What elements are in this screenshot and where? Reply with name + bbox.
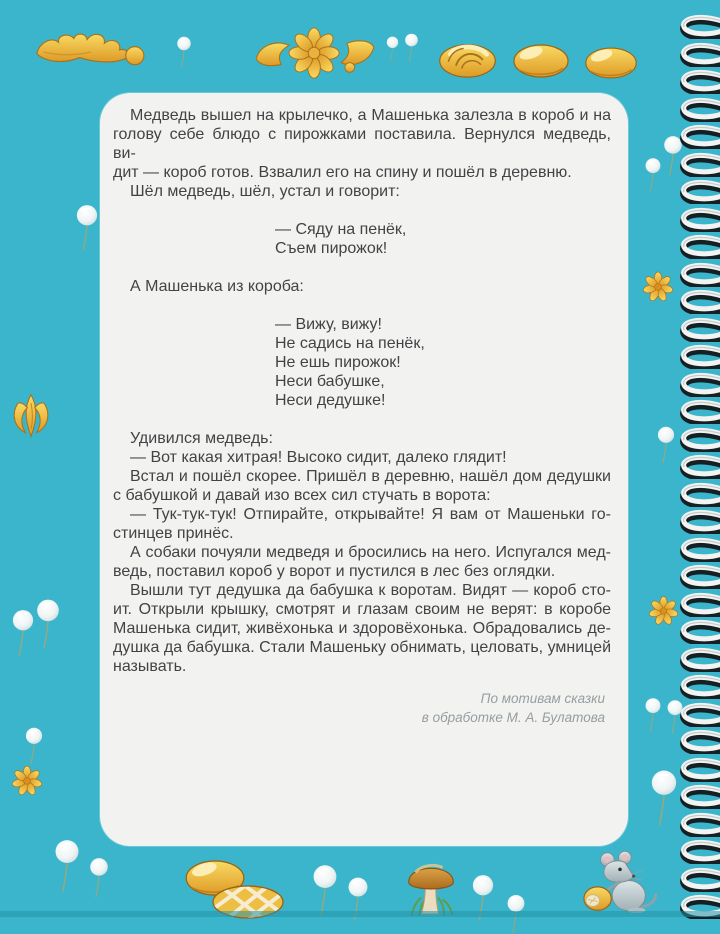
attribution-line: По мотивам сказки [480, 691, 605, 706]
story-line: душка да бабушка. Стали Машеньку обнимать, целовать, умницей [113, 639, 611, 656]
dandelion-icon [72, 204, 102, 252]
spiral-binding [670, 0, 720, 917]
bun-icon [583, 43, 639, 83]
dandelion-icon [86, 854, 112, 902]
tulip-ornament-icon [8, 392, 54, 442]
dandelion-icon [8, 608, 38, 658]
dandelion-icon [642, 696, 664, 734]
story-verse [275, 315, 611, 410]
dandelion-icon [402, 33, 421, 63]
story-line: Удивился медведь: [130, 430, 273, 447]
story-line: Вышли тут дедушка да бабушка к воротам. Видят — короб сто- [130, 582, 611, 599]
coil-icon [676, 508, 720, 534]
coil-icon [676, 206, 720, 232]
story-paragraph [113, 182, 611, 201]
coil-icon [676, 481, 720, 507]
coil-icon [676, 838, 720, 864]
story-attribution [113, 690, 611, 728]
story-verse [275, 220, 611, 258]
coil-icon [676, 343, 720, 369]
coil-icon [676, 701, 720, 727]
story-paragraph [113, 448, 611, 467]
story-line: стинцев принёс. [113, 525, 234, 542]
story-line: ит. Открыли крышку, смотрят и глазам своим не верят: в коробе [113, 601, 611, 618]
verse-line: Не садись на пенёк, [275, 335, 425, 352]
coil-icon [676, 68, 720, 94]
swirl-bun-icon [436, 37, 499, 81]
story-line: дит — короб готов. Взвалил его на спину и пошёл в деревню. [113, 164, 572, 181]
dandelion-icon [308, 864, 342, 918]
coil-icon [676, 866, 720, 892]
story-line: — Вот какая хитрая! Высоко сидит, далеко глядит! [130, 449, 507, 466]
story-line: Медведь вышел на крылечко, а Машенька залезла в короб и на [130, 107, 611, 124]
story-paragraph [113, 277, 611, 296]
coil-icon [676, 316, 720, 342]
dandelion-icon [174, 36, 194, 68]
story-paragraph [113, 429, 611, 448]
coil-icon [676, 13, 720, 39]
dandelion-icon [384, 36, 401, 63]
coil-icon [676, 783, 720, 809]
acanthus-flourish-icon [33, 29, 149, 69]
dandelion-icon [32, 598, 64, 650]
mouse-icon [582, 848, 658, 916]
mushroom-icon [402, 852, 460, 918]
coil-icon [676, 123, 720, 149]
daisy-icon [643, 270, 673, 304]
coil-icon [676, 288, 720, 314]
story-line: называть. [113, 658, 187, 675]
story-line: с бабушкой и давай изо всех сил стучать в ворота: [113, 487, 491, 504]
coil-icon [676, 811, 720, 837]
coil-icon [676, 591, 720, 617]
coil-icon [676, 151, 720, 177]
story-line: Встал и пошёл скорее. Пришёл в деревню, нашёл дом дедушки [130, 468, 611, 485]
bun-icon [183, 854, 247, 902]
dandelion-icon [642, 156, 664, 194]
attribution-line: в обработке М. А. Булатова [421, 710, 605, 725]
dandelion-icon [22, 726, 46, 766]
bun-icon [511, 40, 571, 82]
flower-ornament-icon [252, 26, 378, 80]
coil-icon [676, 398, 720, 424]
coil-icon [676, 646, 720, 672]
verse-line: — Вижу, вижу! [275, 316, 382, 333]
story-paragraph [113, 106, 611, 182]
story-paragraph [113, 581, 611, 676]
daisy-icon [12, 764, 42, 798]
story-paragraph [113, 467, 611, 505]
story-paragraph [113, 505, 611, 543]
story-paragraph [113, 543, 611, 581]
story-line: Шёл медведь, шёл, устал и говорит: [130, 183, 400, 200]
verse-line: Съем пирожок! [275, 240, 388, 257]
coil-icon [676, 371, 720, 397]
coil-icon [676, 233, 720, 259]
coil-icon [676, 536, 720, 562]
verse-line: Неси бабушке, [275, 373, 385, 390]
dandelion-icon [50, 838, 84, 894]
story-line: А собаки почуяли медведя и бросились на него. Испугался мед- [130, 544, 611, 561]
page-bottom-edge [0, 911, 720, 917]
coil-icon [676, 756, 720, 782]
story-line: А Машенька из короба: [130, 278, 304, 295]
verse-line: Неси дедушке! [275, 392, 386, 409]
coil-icon [676, 673, 720, 699]
coil-icon [676, 261, 720, 287]
verse-line: Не ешь пирожок! [275, 354, 401, 371]
coil-icon [676, 178, 720, 204]
coil-icon [676, 96, 720, 122]
coil-icon [676, 41, 720, 67]
story-panel [100, 93, 628, 846]
coil-icon [676, 563, 720, 589]
coil-icon [676, 426, 720, 452]
story-text [113, 106, 611, 728]
story-line: Машенька сидит, живёхонька и здоровёхонька. Обрадовались де- [113, 620, 611, 637]
coil-icon [676, 728, 720, 754]
coil-icon [676, 453, 720, 479]
story-line: ведь, поставил короб у ворот и пустился в лес без оглядки. [113, 563, 556, 580]
story-line: голову себе блюдо с пирожками поставила. Вернулся медведь, ви- [113, 126, 611, 162]
verse-line: — Сяду на пенёк, [275, 221, 407, 238]
coil-icon [676, 618, 720, 644]
story-line: — Тук-тук-тук! Отпирайте, открывайте! Я вам от Машеньки го- [130, 506, 611, 523]
